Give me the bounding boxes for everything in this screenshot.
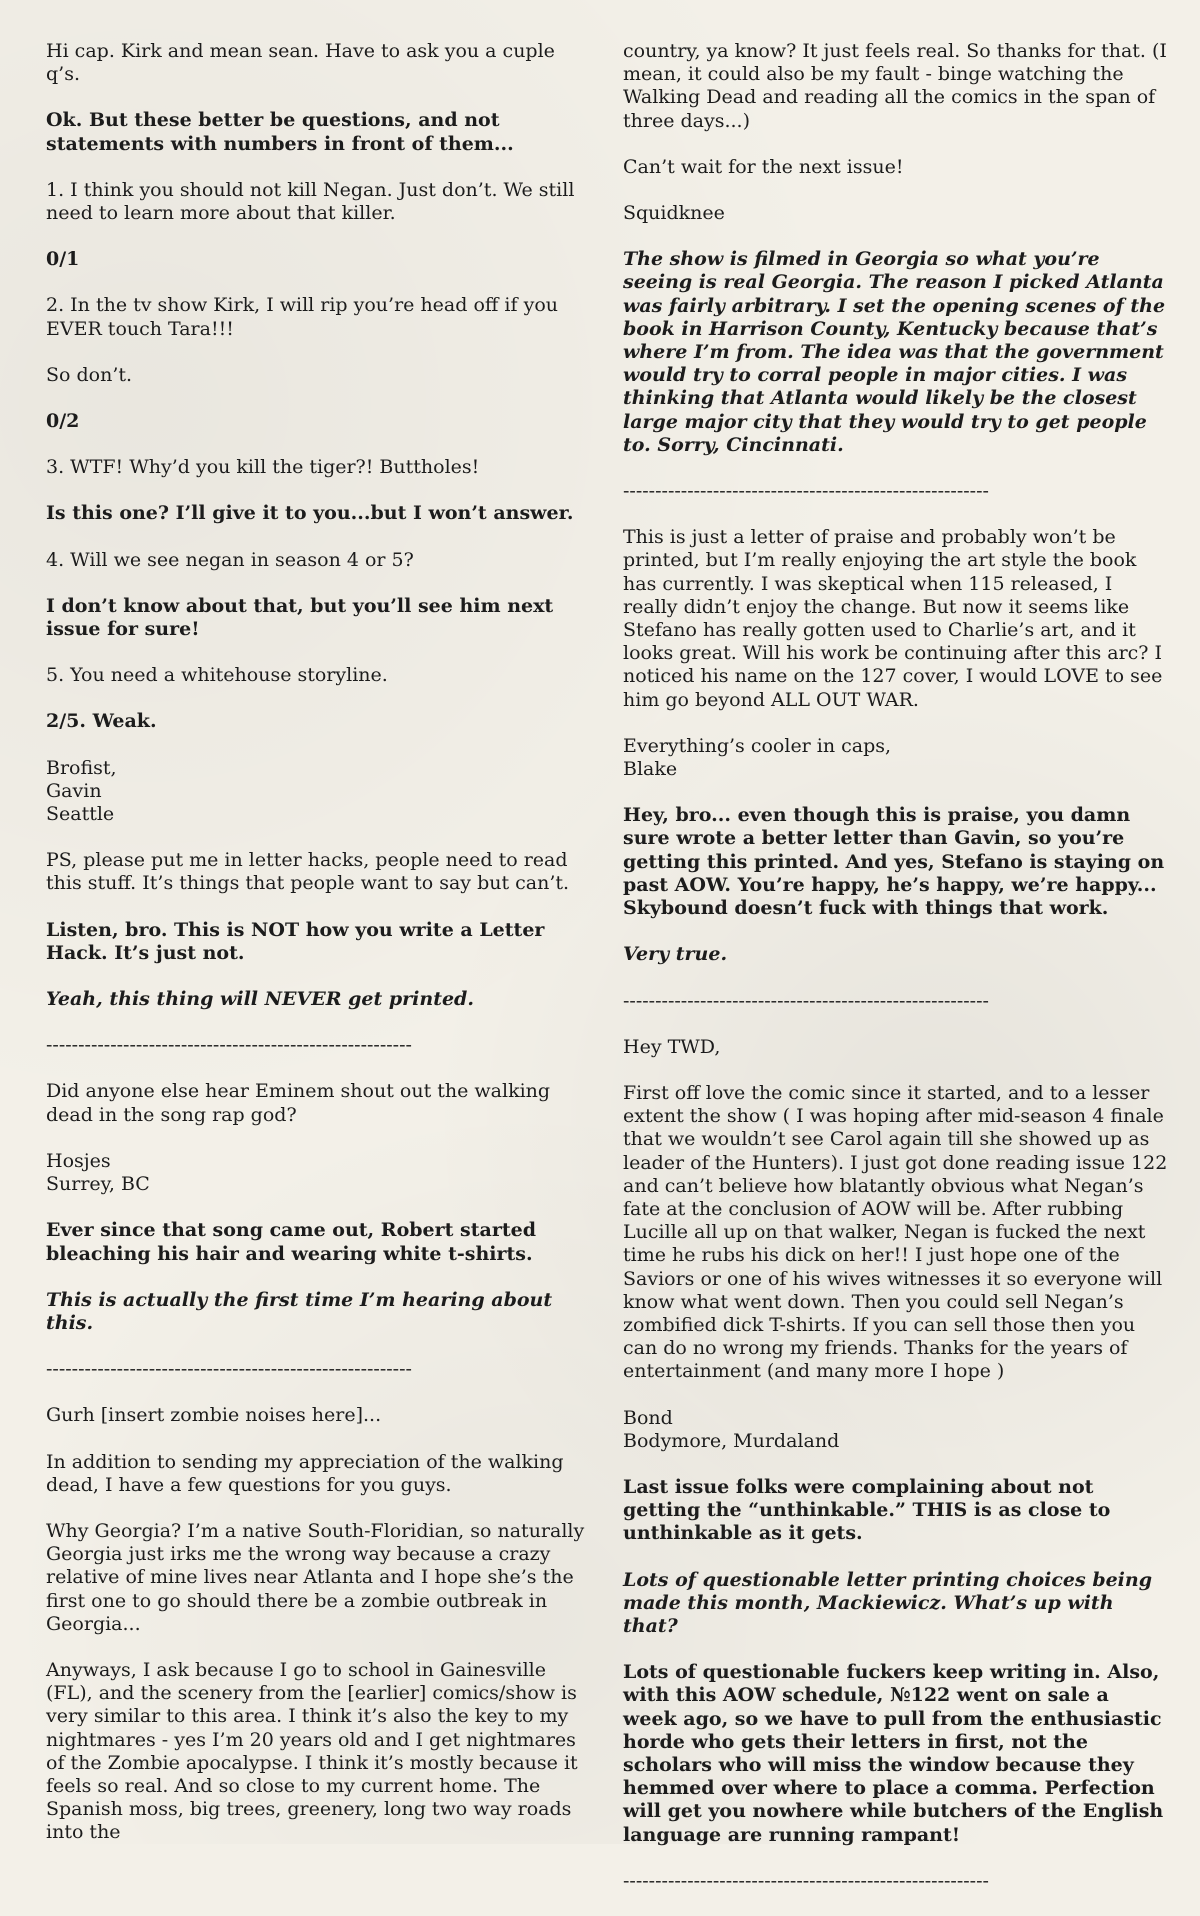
reader-text: PS, please put me in letter hacks, people need to read this stuff. It’s things that people want to say but can’t. bbox=[46, 849, 570, 895]
editor-reply: Ok. But these better be questions, and not statements with numbers in front of them... bbox=[46, 109, 514, 155]
letter-separator: --------------------------------------------------------- bbox=[623, 480, 989, 503]
reader-text: Anyways, I ask because I go to school in Gainesville (FL), and the scenery from the [earlier] comics/show is very similar to this area. I think it’s also the key to my nightmares - yes I’m 20 years old and I get nightmares of the Zombie apocalypse. I think it’s mostly because it feels so real. And so close to my current home. The Spanish moss, big trees, greenery, long two way roads into the bbox=[46, 1658, 578, 1844]
reader-text: Can’t wait for the next issue! bbox=[623, 155, 904, 178]
reader-text: So don’t. bbox=[46, 363, 133, 386]
reader-text: Hosjes Surrey, BC bbox=[46, 1149, 150, 1196]
reader-text: Bond Bodymore, Murdaland bbox=[623, 1406, 840, 1452]
reader-text: 1. I think you should not kill Negan. Just don’t. We still need to learn more about that killer. bbox=[46, 178, 575, 225]
reader-text: This is just a letter of praise and probably won’t be printed, but I’m really enjoying the art style the book has currently. I was skeptical when 115 released, I really didn’t enjoy the change. But now it seems like Stefano has really gotten used to Charlie’s art, and it looks great. Will his work be continuing after this arc? I noticed his name on the 127 cover, I would LOVE to see him go beyond ALL OUT WAR. bbox=[623, 526, 1163, 711]
editor-reply: Ever since that song came out, Robert started bleaching his hair and wearing white t-shirts. bbox=[46, 1219, 536, 1265]
letter-separator: --------------------------------------------------------- bbox=[623, 1869, 989, 1892]
editor-aside: The show is filmed in Georgia so what you’re seeing is real Georgia. The reason I picked Atlanta was fairly arbitrary. I set the opening scenes of the book in Harrison County, Kentucky because that’s where I’m from. The idea was that the government would try to corral people in major cities. I was thinking that Atlanta would likely be the closest large major city that they would try to get people to. Sorry, Cincinnati. bbox=[623, 248, 1166, 456]
editor-reply: Last issue folks were complaining about not getting the “unthinkable.” THIS is as close to unthinkable as it gets. bbox=[623, 1475, 1111, 1545]
reader-text: Hi cap. Kirk and mean sean. Have to ask you a cuple q’s. bbox=[46, 40, 555, 86]
reader-text: Brofist, Gavin Seattle bbox=[46, 756, 117, 826]
reader-text: First off love the comic since it started, and to a lesser extent the show ( I was hoping after mid-season 4 finale that we wouldn’t see Carol again till she showed up as leader of the Hunters). I just got done reading issue 122 and can’t believe how blatantly obvious what Negan’s fate at the conclusion of AOW will be. After rubbing Lucille all up on that walker, Negan is fucked the next time he rubs his dick on her!! I just hope one of the Saviors or one of his wives witnesses it so everyone will know what went down. Then you could sell Negan’s zombified dick T-shirts. If you can sell those then you can do no wrong my friends. Thanks for the years of entertainment (and many more I hope ) bbox=[623, 1081, 1168, 1383]
editor-reply: I don’t know about that, but you’ll see him next issue for sure! bbox=[46, 594, 554, 641]
reader-text: Hey TWD, bbox=[623, 1035, 721, 1058]
letter-separator: --------------------------------------------------------- bbox=[623, 989, 989, 1012]
letter-separator: --------------------------------------------------------- bbox=[46, 1358, 412, 1381]
editor-aside: Very true. bbox=[623, 943, 728, 966]
reader-text: Squidknee bbox=[623, 202, 725, 225]
left-column bbox=[46, 40, 591, 1868]
reader-text: Everything’s cooler in caps, Blake bbox=[623, 734, 892, 781]
editor-reply: Is this one? I’ll give it to you...but I won’t answer. bbox=[46, 502, 574, 525]
reader-text: In addition to sending my appreciation of the walking dead, I have a few questions for you guys. bbox=[46, 1450, 564, 1496]
letter-separator: --------------------------------------------------------- bbox=[46, 1034, 412, 1057]
reader-text: 5. You need a whitehouse storyline. bbox=[46, 664, 388, 687]
editor-reply: Listen, bro. This is NOT how you write a Letter Hack. It’s just not. bbox=[46, 918, 545, 964]
reader-text: 3. WTF! Why’d you kill the tiger?! Buttholes! bbox=[46, 456, 480, 479]
right-column bbox=[623, 40, 1168, 1916]
reader-text: Why Georgia? I’m a native South-Floridian, so naturally Georgia just irks me the wrong way because a crazy relative of mine lives near Atlanta and I hope she’s the first one to go should there be a zombie outbreak in Georgia... bbox=[46, 1519, 585, 1635]
editor-reply: 0/1 bbox=[46, 248, 80, 271]
editor-aside: Lots of questionable letter printing choices being made this month, Mackiewicz. What’s up with that? bbox=[623, 1568, 1153, 1637]
reader-text: Gurh [insert zombie noises here]... bbox=[46, 1404, 382, 1427]
reader-text: Did anyone else hear Eminem shout out the walking dead in the song rap god? bbox=[46, 1080, 551, 1126]
editor-reply: 2/5. Weak. bbox=[46, 710, 157, 733]
reader-text: country, ya know? It just feels real. So thanks for that. (I mean, it could also be my fault - binge watching the Walking Dead and reading all the comics in the span of three days...) bbox=[623, 40, 1167, 132]
reader-text: 4. Will we see negan in season 4 or 5? bbox=[46, 548, 414, 571]
editor-aside: Yeah, this thing will NEVER get printed. bbox=[46, 988, 474, 1011]
editor-reply: 0/2 bbox=[46, 410, 80, 433]
reader-text: 2. In the tv show Kirk, I will rip you’re head off if you EVER touch Tara!!! bbox=[46, 294, 558, 340]
editor-aside: This is actually the first time I’m hearing about this. bbox=[46, 1288, 553, 1334]
editor-reply: Hey, bro... even though this is praise, you damn sure wrote a better letter than Gavin, so you’re getting this printed. And yes, Stefano is staying on past AOW. You’re happy, he’s happy, we’re happy... Skybound doesn’t fuck with things that work. bbox=[623, 804, 1165, 920]
editor-reply: Lots of questionable fuckers keep writing in. Also, with this AOW schedule, №122 went on sale a week ago, so we have to pull from the enthusiastic horde who gets their letters in first, not the scholars who will miss the window because they hemmed over where to place a comma. Perfection will get you nowhere while butchers of the English language are running rampant! bbox=[623, 1661, 1164, 1846]
